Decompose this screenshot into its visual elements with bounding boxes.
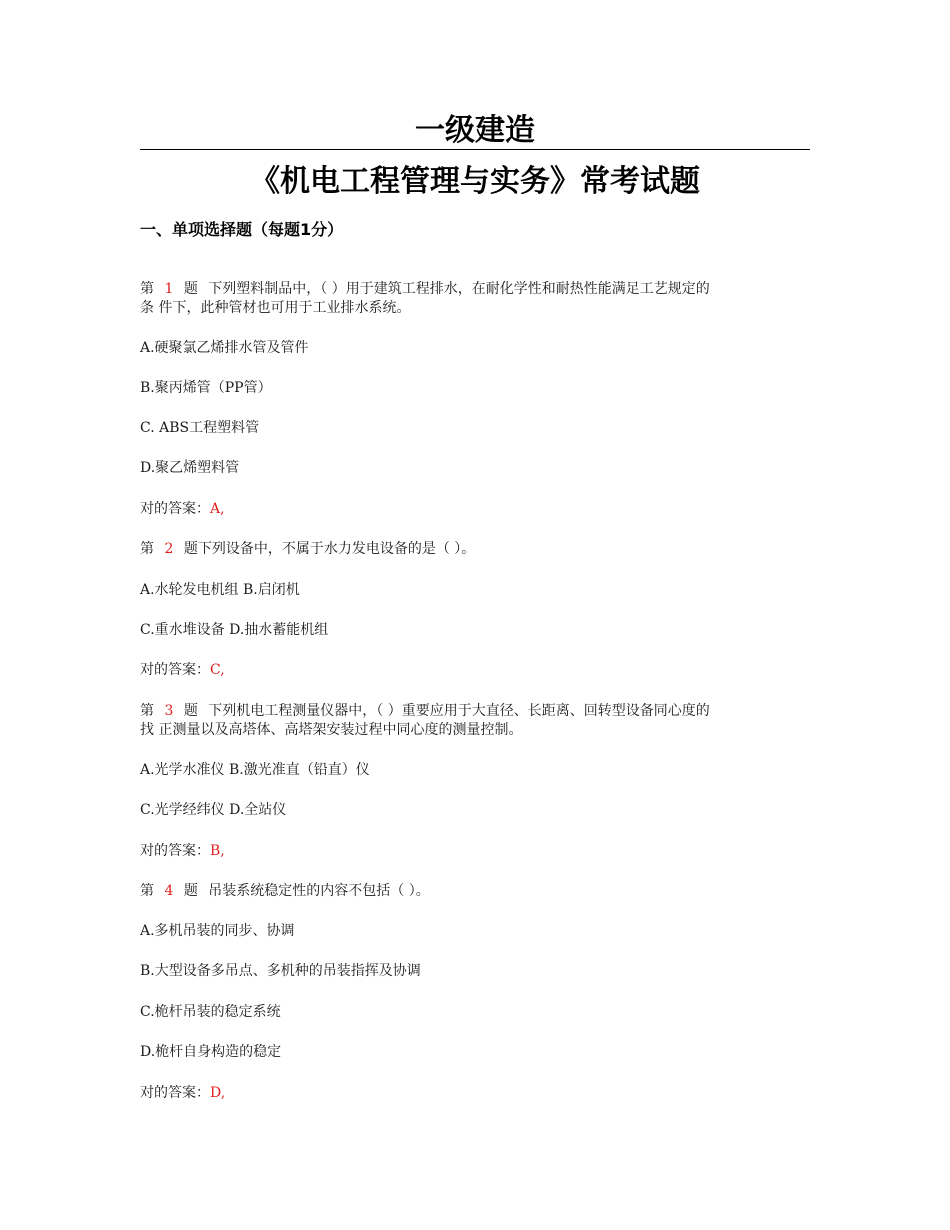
- question-4-option-a: A.多机吊装的同步、协调: [140, 923, 295, 939]
- question-1-line-2: 条 件下，此种管材也可用于工业排水系统。: [140, 300, 411, 316]
- question-prefix: 第: [140, 541, 154, 557]
- question-text: 吊装系统稳定性的内容不包括（ ）。: [208, 883, 430, 899]
- question-prefix: 第: [140, 281, 154, 297]
- question-3-line-2: 找 正测量以及高塔体、高塔架安装过程中同心度的测量控制。: [140, 722, 523, 738]
- question-4-option-d: D.桅杆自身构造的稳定: [140, 1044, 282, 1060]
- question-number: 3: [164, 703, 174, 719]
- answer-value: A,: [210, 501, 225, 517]
- question-1-option-a: A.硬聚氯乙烯排水管及管件: [140, 340, 309, 356]
- answer-value: B,: [210, 843, 225, 859]
- question-suffix: 题下列设备中，不属于水力发电设备的是（ ）。: [183, 541, 476, 557]
- answer-value: D,: [210, 1085, 226, 1101]
- question-1-line-1: [140, 280, 810, 299]
- answer-value: C,: [210, 662, 225, 678]
- question-text: 下列机电工程测量仪器中，（ ）重要应用于大直径、长距离、回转型设备同心度的: [208, 703, 710, 719]
- answer-label: 对的答案：: [140, 1085, 210, 1101]
- question-number: 4: [164, 883, 174, 899]
- question-3-line-1: [140, 702, 810, 721]
- question-4-option-c: C.桅杆吊装的稳定系统: [140, 1004, 281, 1020]
- question-2-answer: [140, 661, 810, 680]
- question-suffix: 题: [183, 281, 198, 297]
- question-1-option-d: D.聚乙烯塑料管: [140, 460, 240, 476]
- question-prefix: 第: [140, 883, 154, 899]
- question-2-options-cd: C.重水堆设备 D.抽水蓄能机组: [140, 622, 329, 638]
- question-4-line-1: [140, 882, 810, 901]
- question-text: 下列塑料制品中，（ ）用于建筑工程排水，在耐化学性和耐热性能满足工艺规定的: [208, 281, 710, 297]
- question-3-options-ab: A.光学水准仪 B.激光准直（铅直）仪: [140, 762, 370, 778]
- answer-label: 对的答案：: [140, 843, 210, 859]
- title-underline: [140, 149, 810, 150]
- answer-label: 对的答案：: [140, 662, 210, 678]
- question-2-line-1: [140, 540, 810, 559]
- question-1-answer: [140, 500, 810, 519]
- question-1-option-b: B.聚丙烯管（PP管）: [140, 380, 272, 396]
- document-subtitle: 《机电工程管理与实务》常考试题: [250, 164, 700, 199]
- question-3-answer: [140, 842, 810, 861]
- question-suffix: 题: [183, 883, 198, 899]
- question-2-options-ab: A.水轮发电机组 B.启闭机: [140, 582, 300, 598]
- question-number: 2: [164, 541, 174, 557]
- question-4-answer: [140, 1084, 810, 1103]
- question-1-option-c: C. ABS工程塑料管: [140, 420, 260, 436]
- document-title: 一级建造: [415, 113, 535, 148]
- question-prefix: 第: [140, 703, 154, 719]
- section-heading: 一、单项选择题（每题1分）: [140, 220, 344, 239]
- question-3-options-cd: C.光学经纬仪 D.全站仪: [140, 802, 287, 818]
- question-4-option-b: B.大型设备多吊点、多机种的吊装指挥及协调: [140, 963, 421, 979]
- answer-label: 对的答案：: [140, 501, 210, 517]
- question-suffix: 题: [183, 703, 198, 719]
- question-number: 1: [164, 281, 174, 297]
